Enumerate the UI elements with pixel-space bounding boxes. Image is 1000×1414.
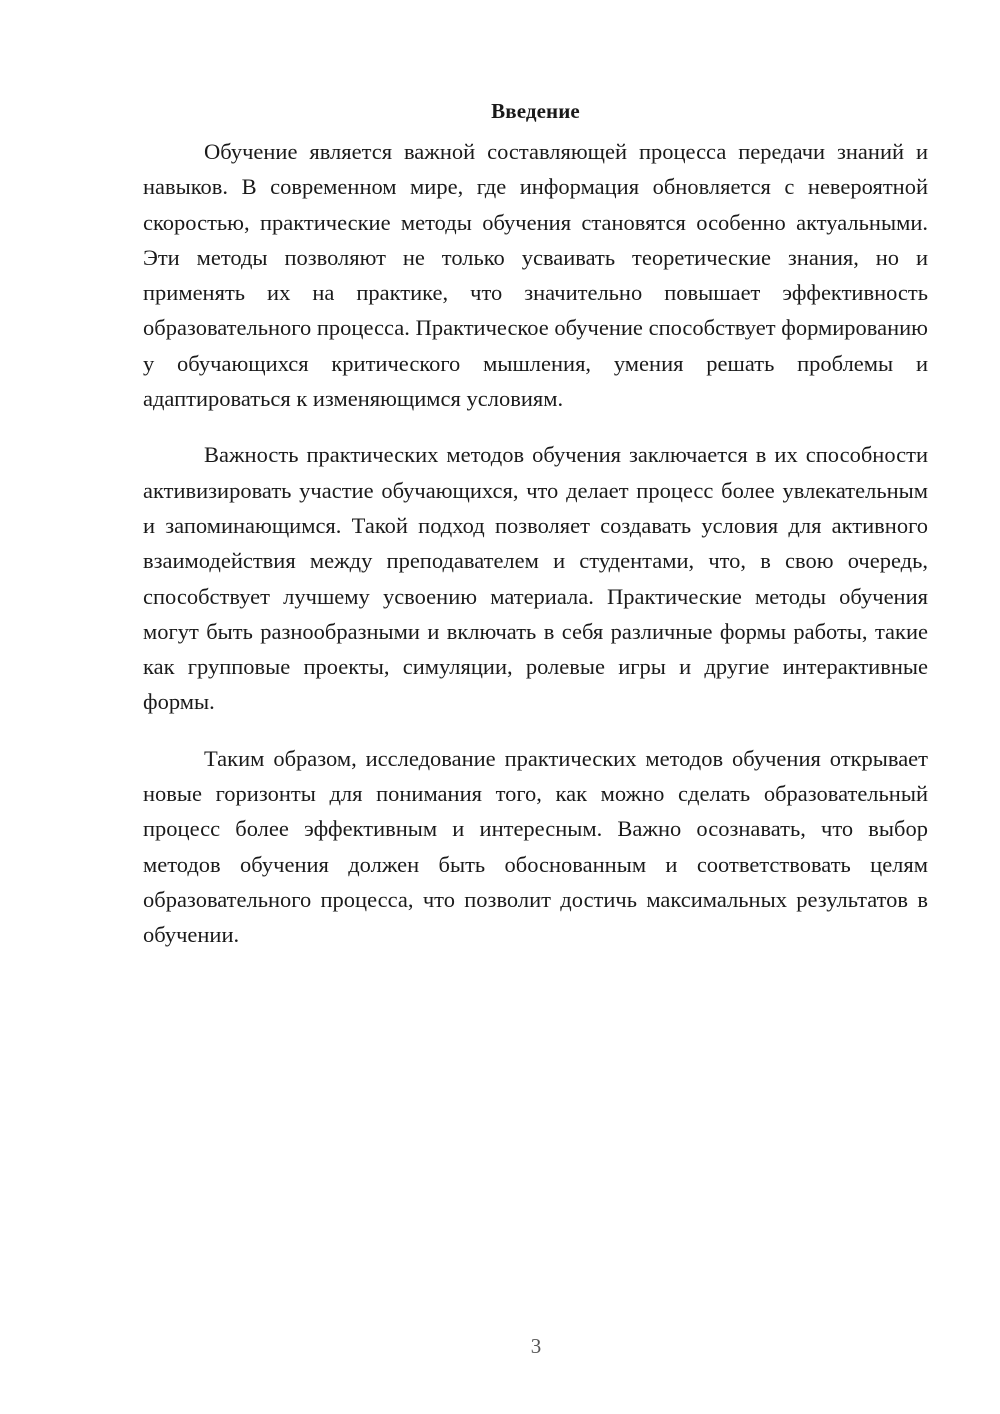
page-number: 3 [530, 1334, 542, 1358]
section-title: Введение [491, 99, 580, 123]
paragraph-1: Обучение является важной составляющей процесса передачи знаний и навыков. В современном мире, где информация обновляется с невероятной скоростью, практические методы обучения становятся особенно актуальными. Эти методы позволяют не только усваивать теоретические знания, но и применять их на практике, что значительно повышает эффективность образовательного процесса. Практическое обучение способствует формированию у обучающихся критического мышления, умения решать проблемы и адаптироваться к изменяющимся условиям. [143, 139, 928, 412]
paragraph-2: Важность практических методов обучения заключается в их способности активизировать участие обучающихся, что делает процесс более увлекательным и запоминающимся. Такой подход позволяет создавать условия для активного взаимодействия между преподавателем и студентами, что, в свою очередь, способствует лучшему усвоению материала. Практические методы обучения могут быть разнообразными и включать в себя различные формы работы, такие как групповые проекты, симуляции, ролевые игры и другие интерактивные формы. [143, 442, 928, 715]
page-content [143, 96, 928, 974]
paragraph-3: Таким образом, исследование практических методов обучения открывает новые горизонты для понимания того, как можно сделать образовательный процесс более эффективным и интересным. Важно осознавать, что выбор методов обучения должен быть обоснованным и соответствовать целям образовательного процесса, что позволит достичь максимальных результатов в обучении. [143, 745, 928, 948]
